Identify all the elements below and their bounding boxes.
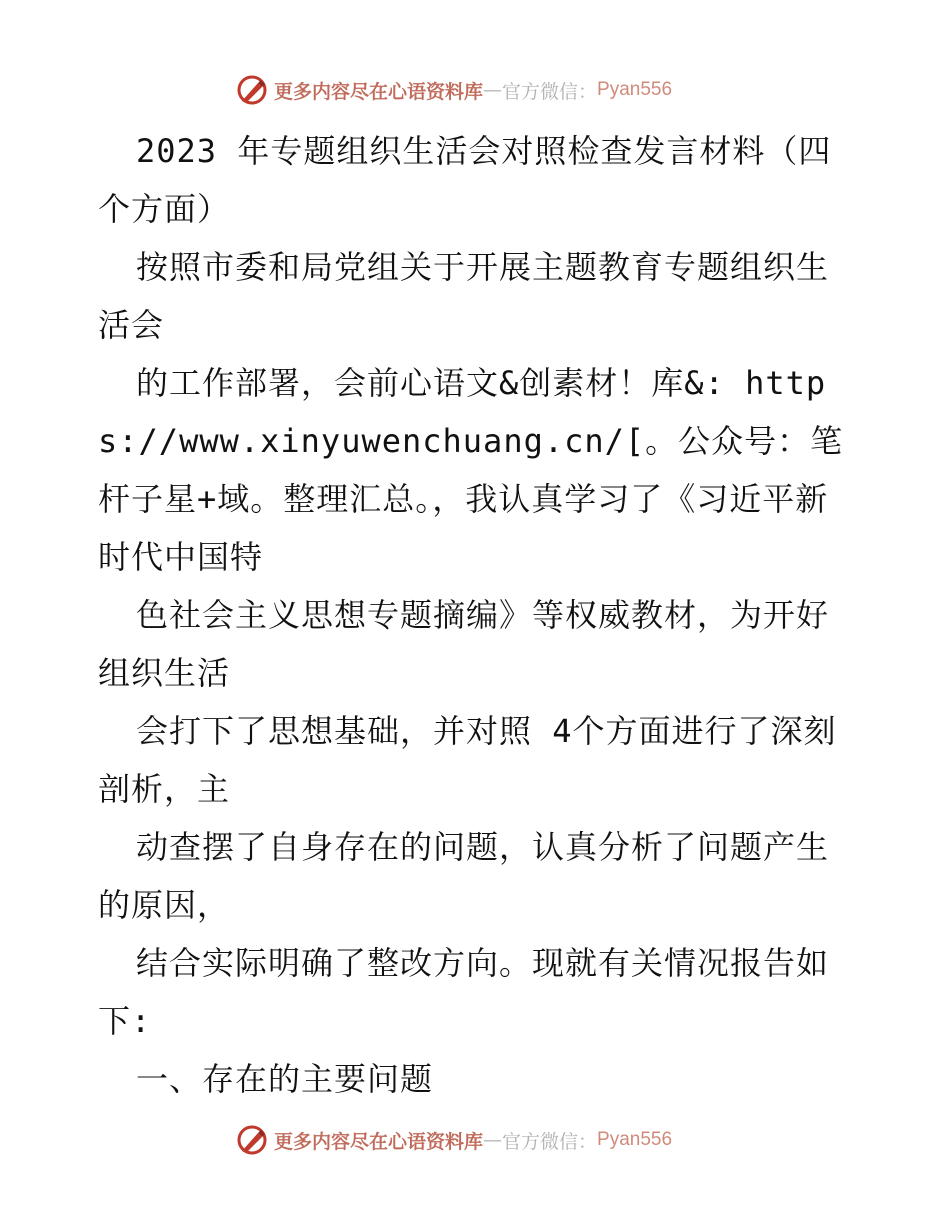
paragraph: 按照市委和局党组关于开展主题教育专题组织生活会 xyxy=(98,248,830,344)
banner-separator: — xyxy=(483,79,503,101)
banner-slogan: 更多内容尽在心语资料库 xyxy=(274,80,484,103)
banner-separator: — xyxy=(483,1129,503,1151)
header-banner xyxy=(236,72,672,108)
banner-wechat-id: Pyan556 xyxy=(597,79,673,100)
banner-wechat-id: Pyan556 xyxy=(597,1129,673,1150)
paragraph: 会打下了思想基础，并对照 4个方面进行了深刻剖析，主 xyxy=(98,712,837,808)
pen-logo-icon xyxy=(236,74,268,106)
banner-wechat-label: 官方微信： xyxy=(502,1130,598,1153)
paragraph: 的工作部署，会前心语文&创素材！库&: https://www.xinyuwenchuang.cn/[。公众号：笔杆子星+域。整理汇总。，我认真学习了《习近平新时代中国特 xyxy=(98,364,844,576)
document-title: 2023 年专题组织生活会对照检查发言材料（四个方面） xyxy=(98,132,832,228)
paragraph: 动查摆了自身存在的问题，认真分析了问题产生的原因， xyxy=(98,828,830,924)
pen-logo-icon xyxy=(236,1124,268,1156)
banner-wechat-label: 官方微信： xyxy=(502,80,598,103)
paragraph: 结合实际明确了整改方向。现就有关情况报告如下: xyxy=(98,944,830,1040)
section-heading: 一、存在的主要问题 xyxy=(136,1060,434,1098)
paragraph: 色社会主义思想专题摘编》等权威教材，为开好组织生活 xyxy=(98,596,830,692)
banner-slogan: 更多内容尽在心语资料库 xyxy=(274,1130,484,1153)
document-body xyxy=(98,122,858,1108)
footer-banner xyxy=(236,1122,672,1158)
